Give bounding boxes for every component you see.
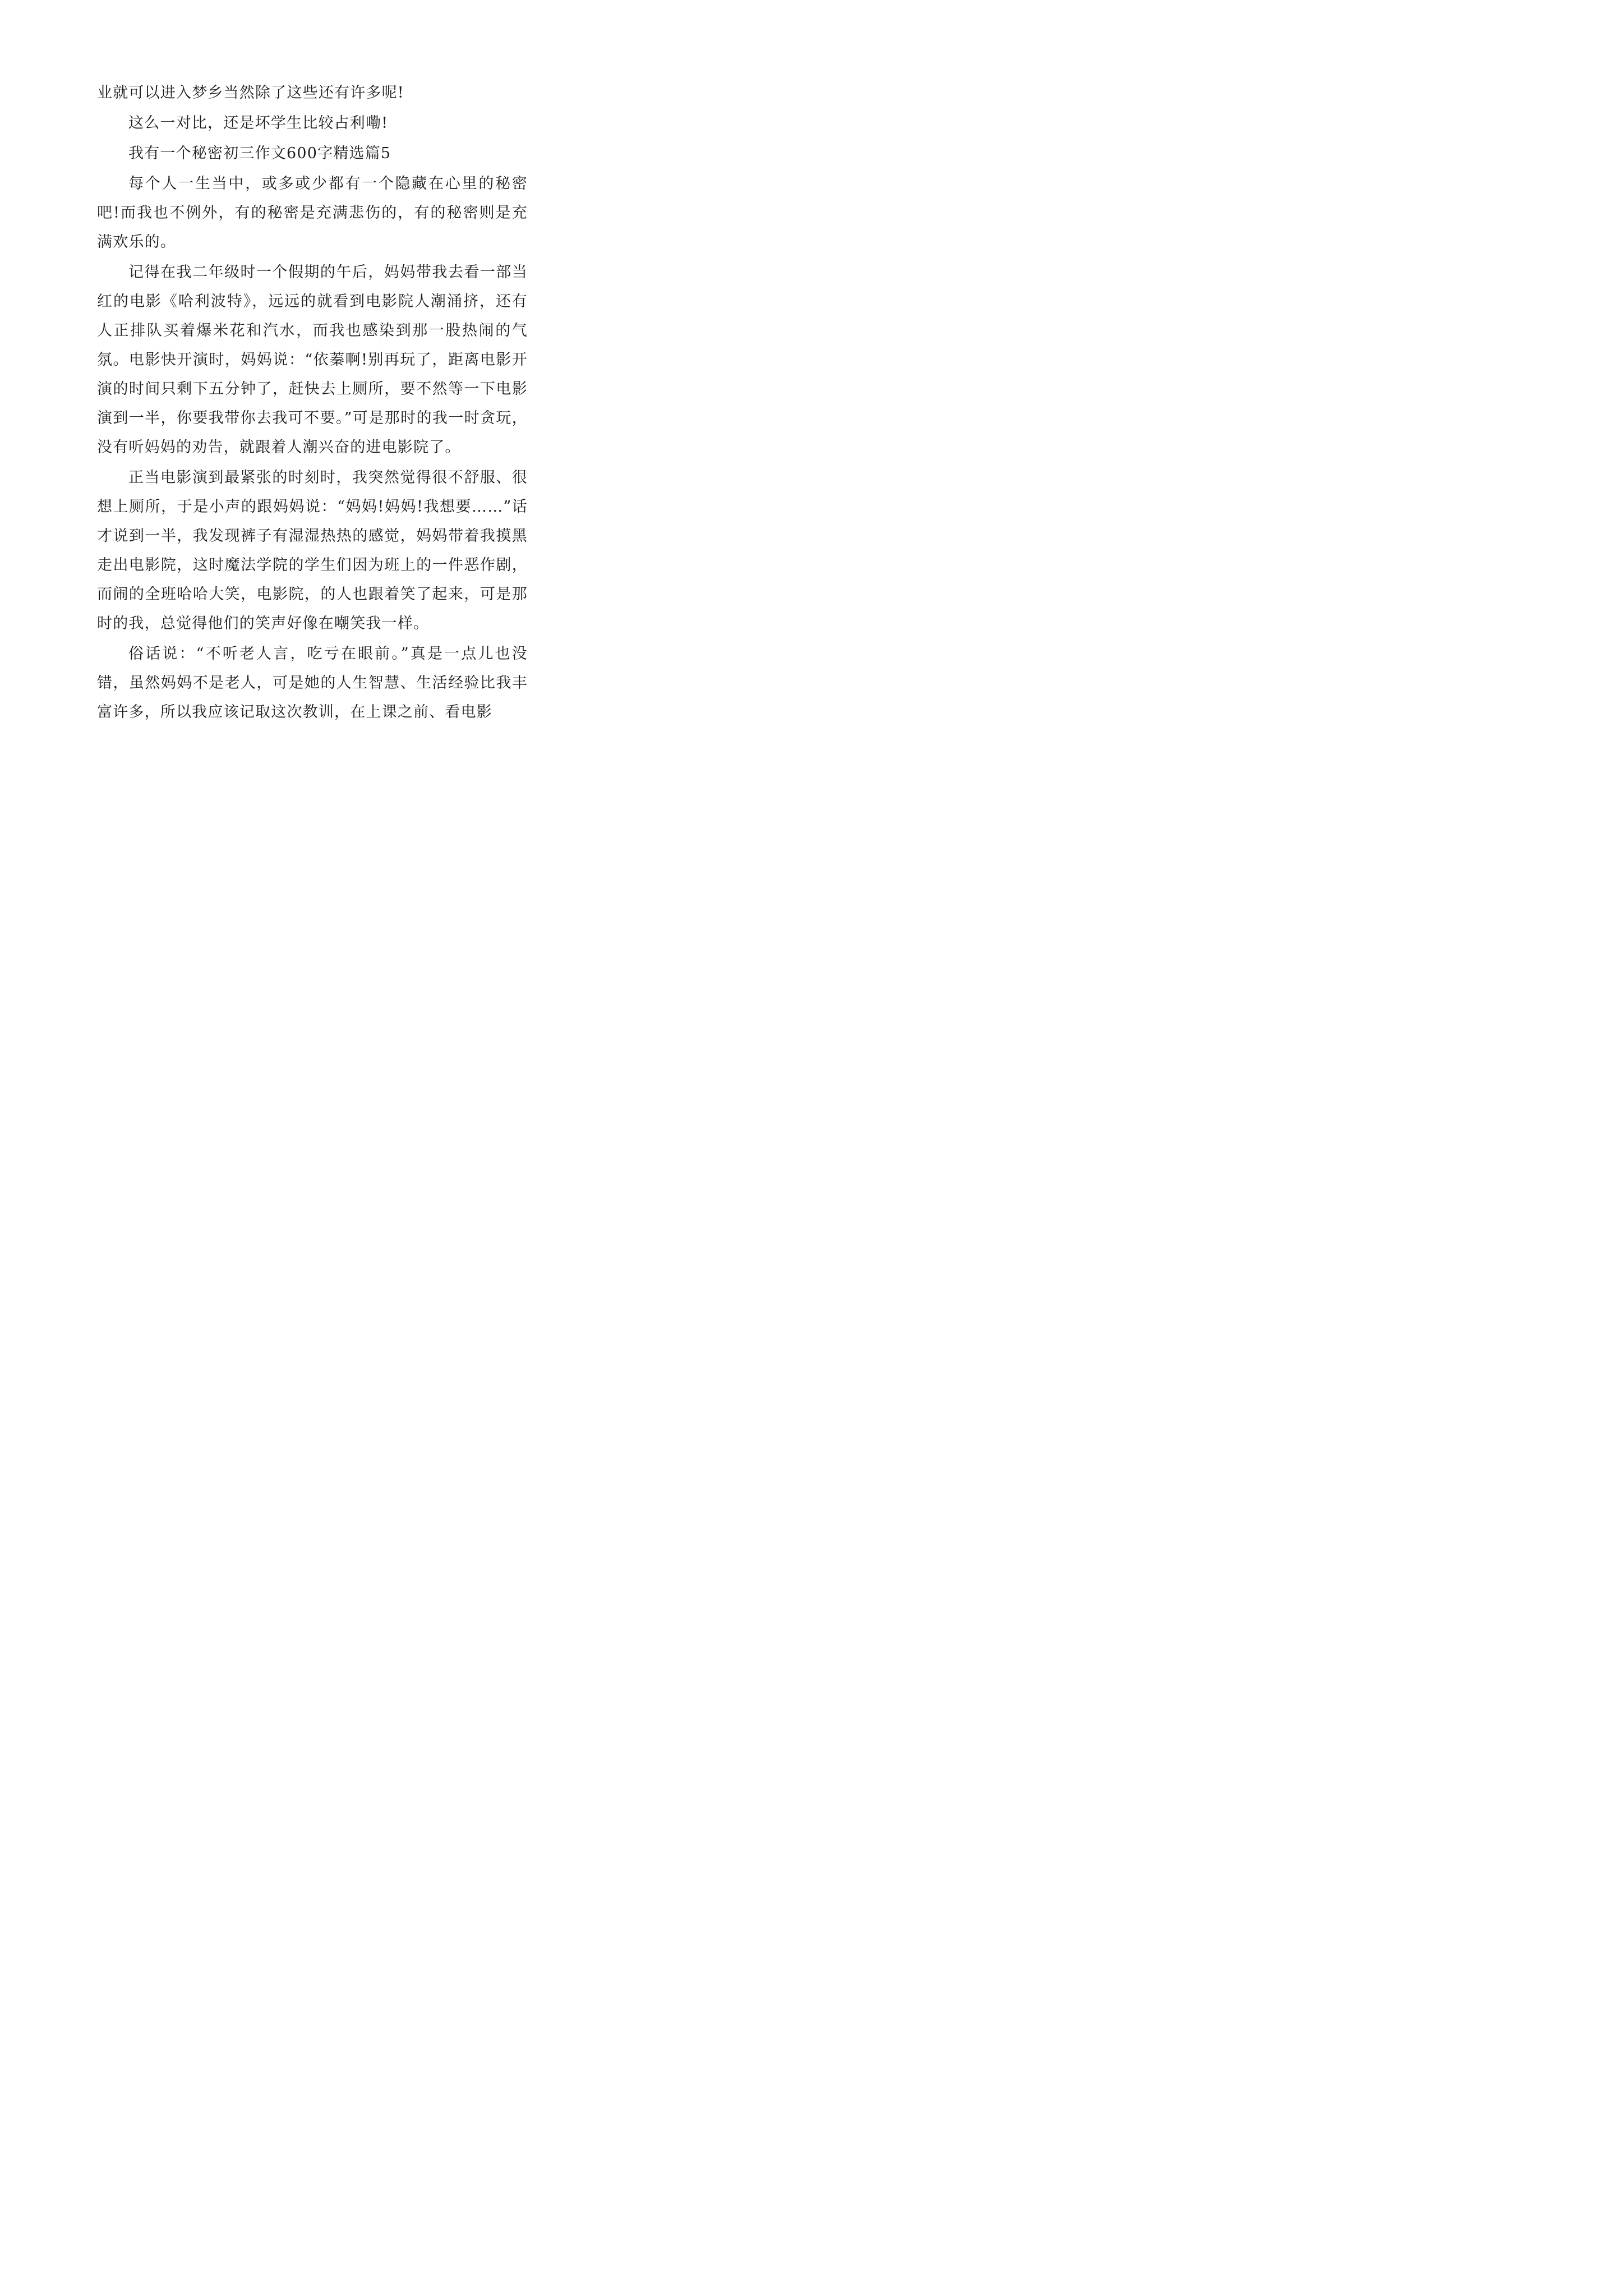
paragraph: 记得在我二年级时一个假期的午后，妈妈带我去看一部当红的电影《哈利波特》，远远的就看到电影院人潮涌挤，还有人正排队买着爆米花和汽水，而我也感染到那一股热闹的气氛。电影快开演时，妈妈说：“依蓁啊!别再玩了，距离电影开演的时间只剩下五分钟了，赶快去上厕所，要不然等一下电影演到一半，你要我带你去我可不要。”可是那时的我一时贪玩，没有听妈妈的劝告，就跟着人潮兴奋的进电影院了。 — [97, 264, 528, 456]
document-page — [0, 0, 607, 859]
paragraph: 这么一对比，还是坏学生比较占利嘞! — [128, 114, 389, 132]
paragraph: 正当电影演到最紧张的时刻时，我突然觉得很不舒服、很想上厕所，于是小声的跟妈妈说：“妈妈!妈妈!我想要……”话才说到一半，我发现裤子有湿湿热热的感觉，妈妈带着我摸黑走出电影院，这时魔法学院的学生们因为班上的一件恶作剧，而闹的全班哈哈大笑，电影院，的人也跟着笑了起来，可是那时的我，总觉得他们的笑声好像在嘲笑我一样。 — [97, 469, 528, 632]
paragraph: 俗话说：“不听老人言，吃亏在眼前。”真是一点儿也没错，虽然妈妈不是老人，可是她的人生智慧、生活经验比我丰富许多，所以我应该记取这次教训，在上课之前、看电影 — [97, 645, 528, 721]
paragraph: 每个人一生当中，或多或少都有一个隐藏在心里的秘密吧!而我也不例外，有的秘密是充满悲伤的，有的秘密则是充满欢乐的。 — [97, 175, 528, 251]
document-body — [97, 79, 528, 728]
section-heading: 我有一个秘密初三作文600字精选篇5 — [128, 145, 391, 162]
paragraph: 业就可以进入梦乡当然除了这些还有许多呢! — [97, 84, 404, 102]
